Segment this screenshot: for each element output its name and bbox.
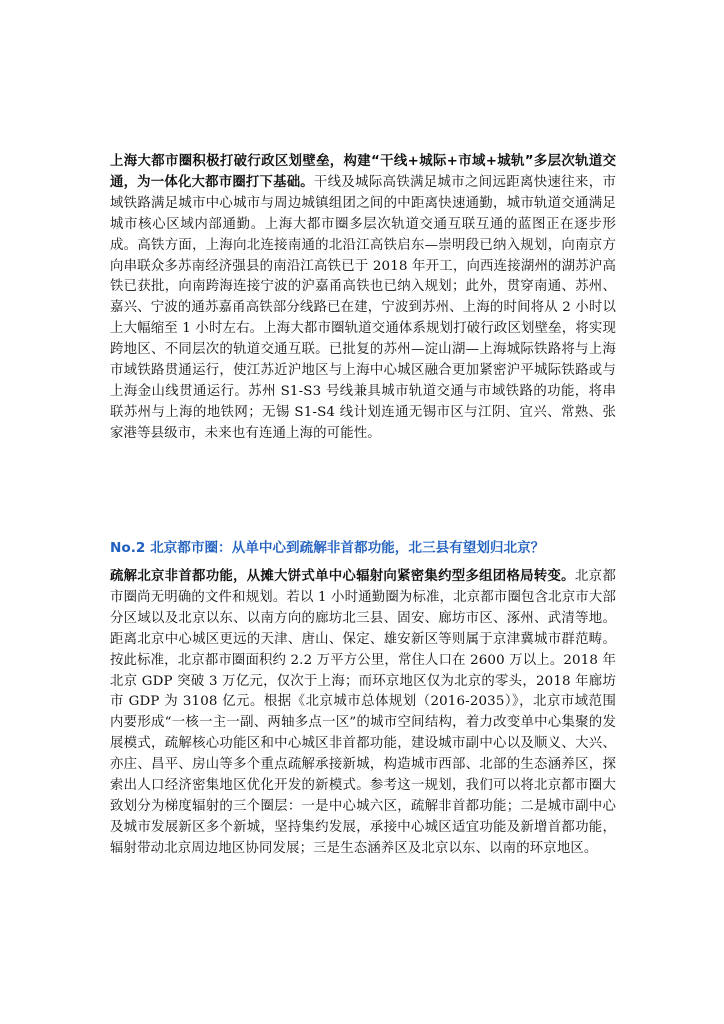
paragraph-lead-sentence: 上海大都市圈积极打破行政区划壁垒，构建“干线+城际+市域+城轨”多层次轨道交通，为一体化大都市圈打下基础。 [110, 154, 616, 190]
paragraph-shanghai-metro-rail [110, 152, 616, 445]
paragraph-body: 干线及城际高铁满足城市之间远距离快速往来，市域铁路满足城市中心城市与周边城镇组团之间的中距离快速通勤，城市轨道交通满足城市核心区域内部通勤。上海大都市圈多层次轨道交通互联互通的蓝图正在逐步形成。高铁方面，上海向北连接南通的北沿江高铁启东—崇明段已纳入规划，向南京方向串联众多苏南经济强县的南沿江高铁已于 2018 年开工，向西连接湖州的湖苏沪高铁已获批，向南跨海连接宁波的沪嘉甬高铁也已纳入规划；此外，贯穿南通、苏州、嘉兴、宁波的通苏嘉甬高铁部分线路已在建，宁波到苏州、上海的时间将从 2 小时以上大幅缩至 1 小时左右。上海大都市圈轨道交通体系规划打破行政区划壁垒，将实现跨地区、不同层次的轨道交通互联。已批复的苏州—淀山湖—上海城际铁路将与上海市域铁路贯通运行，使江苏近沪地区与上海中心城区融合更加紧密沪平城际铁路或与上海金山线贯通运行。苏州 S1-S3 号线兼具城市轨道交通与市域铁路的功能，将串联苏州与上海的地铁网；无锡 S1-S4 线计划连通无锡市区与江阴、宜兴、常熟、张家港等县级市，未来也有连通上海的可能性。 [110, 174, 616, 441]
paragraph-beijing-metro [110, 567, 616, 860]
section-heading-beijing: No.2 北京都市圈：从单中心到疏解非首都功能，北三县有望划归北京？ [110, 540, 545, 556]
paragraph-body: 北京都市圈尚无明确的文件和规划。若以 1 小时通勤圈为标准，北京都市圈包含北京市大部分区域以及北京以东、以南方向的廊坊北三县、固安、廊坊市区、涿州、武清等地。距离北京中心城区更远的天津、唐山、保定、雄安新区等则属于京津冀城市群范畴。按此标准，北京都市圈面积约 2.2 万平方公里，常住人口在 2600 万以上。2018 年北京 GDP 突破 3 万亿元，仅次于上海；而环京地区仅为北京的零头，2018 年廊坊市 GDP 为 3108 亿元。根据《北京城市总体规划（2016-2035）》，北京市域范围内要形成“一核一主一副、两轴多点一区”的城市空间结构，着力改变单中心集聚的发展模式，疏解核心功能区和中心城区非首都功能，建设城市副中心以及顺义、大兴、亦庄、昌平、房山等多个重点疏解承接新城，构造城市西部、北部的生态涵养区，探索出人口经济密集地区优化开发的新模式。参考这一规划，我们可以将北京都市圈大致划分为梯度辐射的三个圈层：一是中心城六区，疏解非首都功能；二是城市副中心及城市发展新区多个新城，坚持集约发展，承接中心城区适宜功能及新增首都功能，辐射带动北京周边地区协同发展；三是生态涵养区及北京以东、以南的环京地区。 [110, 569, 616, 856]
paragraph-lead-sentence: 疏解北京非首都功能，从摊大饼式单中心辐射向紧密集约型多组团格局转变。 [110, 569, 575, 584]
